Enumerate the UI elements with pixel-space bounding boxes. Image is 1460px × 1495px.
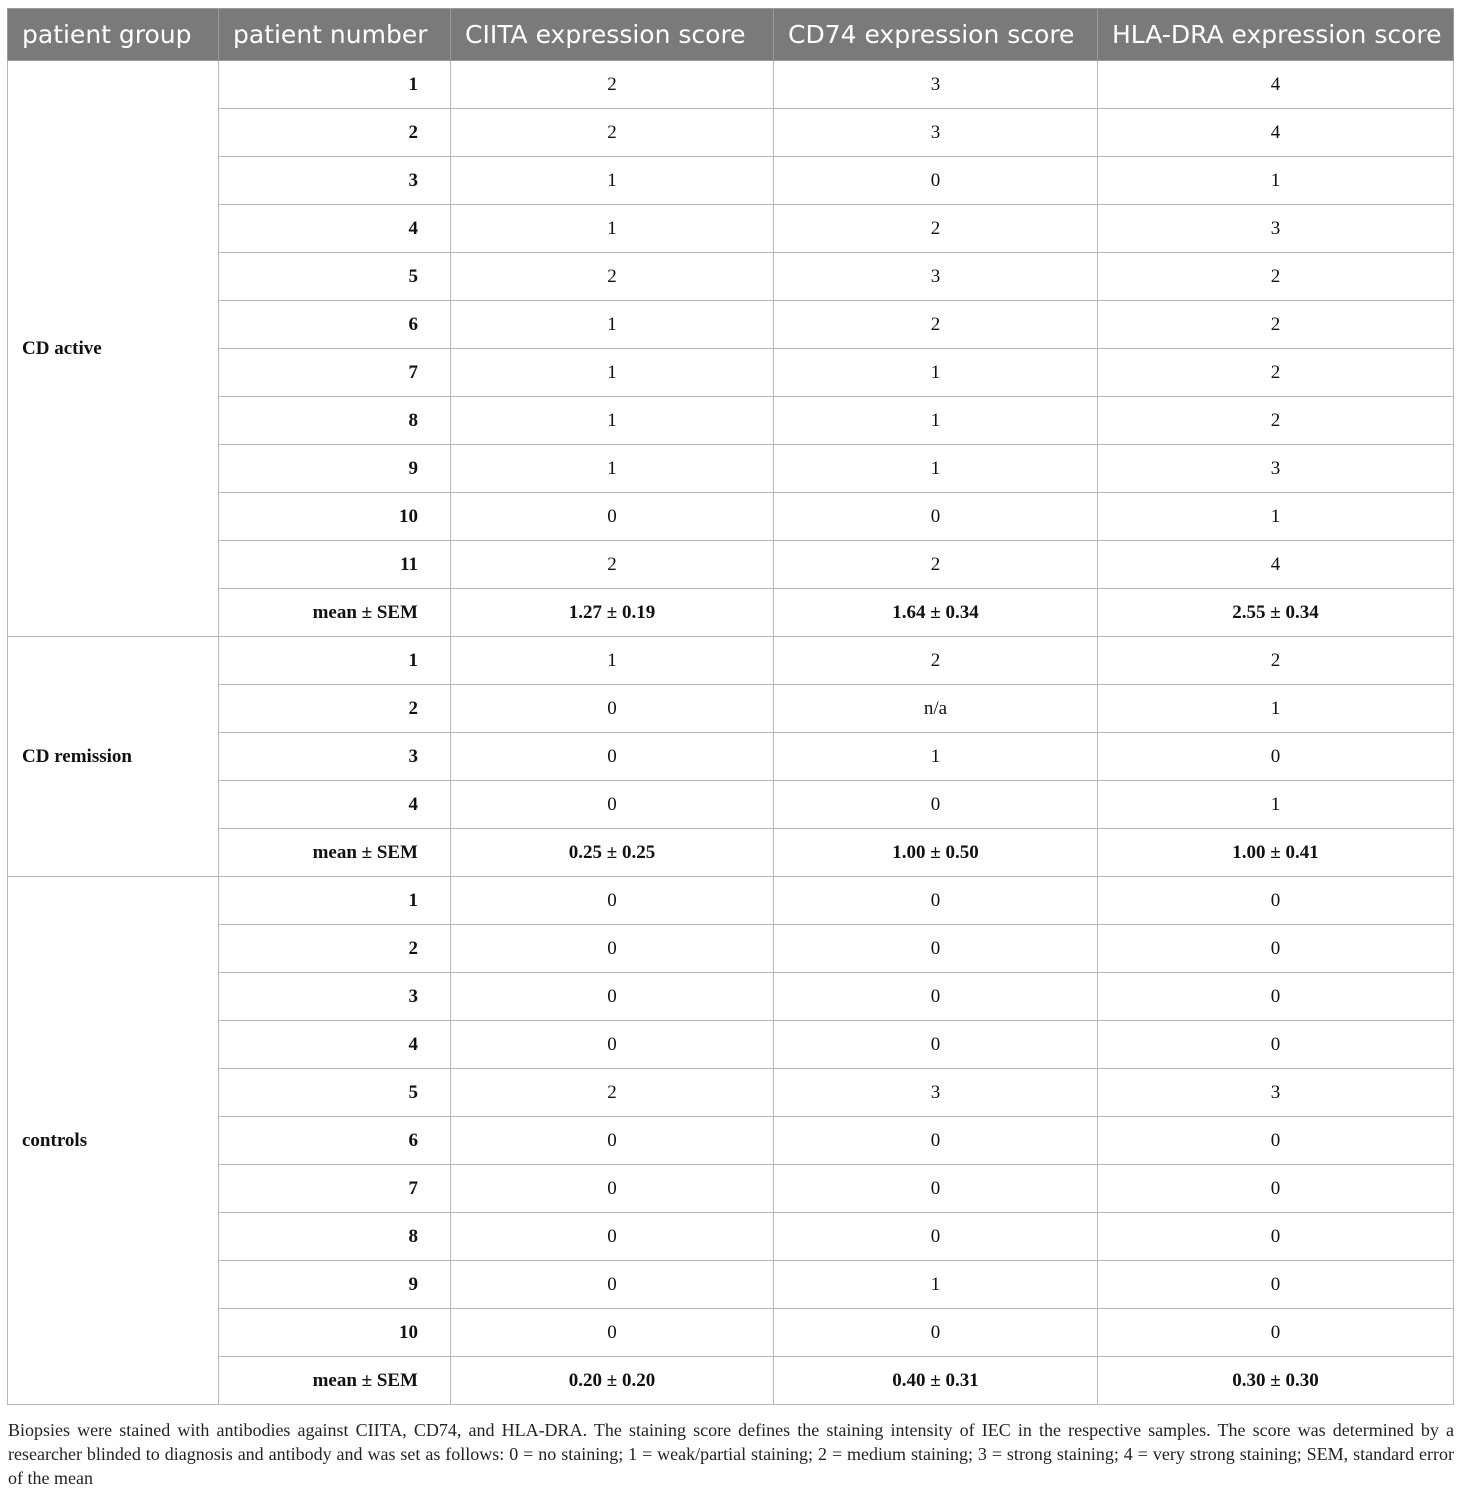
hla-dra-score-cell: 0 bbox=[1098, 925, 1454, 973]
cd74-score-cell: 3 bbox=[774, 109, 1098, 157]
cd74-score-cell: 3 bbox=[774, 61, 1098, 109]
cd74-score-cell: 1.64 ± 0.34 bbox=[774, 589, 1098, 637]
cd74-score-cell: 0 bbox=[774, 973, 1098, 1021]
hla-dra-score-cell: 2 bbox=[1098, 397, 1454, 445]
hla-dra-score-cell: 3 bbox=[1098, 445, 1454, 493]
hla-dra-score-cell: 0 bbox=[1098, 1213, 1454, 1261]
ciita-score-cell: 1 bbox=[451, 205, 774, 253]
ciita-score-cell: 0 bbox=[451, 685, 774, 733]
ciita-score-cell: 2 bbox=[451, 541, 774, 589]
ciita-score-cell: 0 bbox=[451, 1261, 774, 1309]
hla-dra-score-cell: 2 bbox=[1098, 301, 1454, 349]
ciita-score-cell: 2 bbox=[451, 1069, 774, 1117]
ciita-score-cell: 1 bbox=[451, 445, 774, 493]
header-patient-number: patient number bbox=[219, 9, 451, 61]
table-row bbox=[8, 541, 1454, 589]
patient-number-cell: 6 bbox=[219, 301, 451, 349]
cd74-score-cell: 0 bbox=[774, 493, 1098, 541]
patient-number-cell: 1 bbox=[219, 61, 451, 109]
table-row bbox=[8, 205, 1454, 253]
header-cd74-score: CD74 expression score bbox=[774, 9, 1098, 61]
table-row bbox=[8, 157, 1454, 205]
table-row bbox=[8, 685, 1454, 733]
hla-dra-score-cell: 4 bbox=[1098, 541, 1454, 589]
table-row bbox=[8, 1357, 1454, 1405]
ciita-score-cell: 0 bbox=[451, 877, 774, 925]
ciita-score-cell: 0 bbox=[451, 1021, 774, 1069]
table-row bbox=[8, 1117, 1454, 1165]
hla-dra-score-cell: 1 bbox=[1098, 781, 1454, 829]
patient-number-cell: 9 bbox=[219, 1261, 451, 1309]
patient-number-cell: 3 bbox=[219, 157, 451, 205]
table-row bbox=[8, 781, 1454, 829]
hla-dra-score-cell: 0 bbox=[1098, 877, 1454, 925]
ciita-score-cell: 0 bbox=[451, 781, 774, 829]
patient-group-cell: CD active bbox=[8, 61, 219, 637]
hla-dra-score-cell: 2 bbox=[1098, 253, 1454, 301]
cd74-score-cell: 0 bbox=[774, 1021, 1098, 1069]
table-row bbox=[8, 493, 1454, 541]
expression-score-table bbox=[7, 8, 1454, 1405]
table-row bbox=[8, 109, 1454, 157]
ciita-score-cell: 0 bbox=[451, 1165, 774, 1213]
cd74-score-cell: 0 bbox=[774, 877, 1098, 925]
cd74-score-cell: 1 bbox=[774, 397, 1098, 445]
ciita-score-cell: 0.20 ± 0.20 bbox=[451, 1357, 774, 1405]
hla-dra-score-cell: 4 bbox=[1098, 109, 1454, 157]
patient-number-cell: 2 bbox=[219, 925, 451, 973]
cd74-score-cell: 2 bbox=[774, 637, 1098, 685]
hla-dra-score-cell: 1 bbox=[1098, 493, 1454, 541]
table-row bbox=[8, 301, 1454, 349]
table-row bbox=[8, 397, 1454, 445]
ciita-score-cell: 1 bbox=[451, 301, 774, 349]
ciita-score-cell: 0 bbox=[451, 1213, 774, 1261]
cd74-score-cell: 2 bbox=[774, 301, 1098, 349]
hla-dra-score-cell: 0 bbox=[1098, 733, 1454, 781]
hla-dra-score-cell: 0 bbox=[1098, 973, 1454, 1021]
ciita-score-cell: 2 bbox=[451, 253, 774, 301]
ciita-score-cell: 0 bbox=[451, 925, 774, 973]
hla-dra-score-cell: 2.55 ± 0.34 bbox=[1098, 589, 1454, 637]
cd74-score-cell: 1 bbox=[774, 1261, 1098, 1309]
cd74-score-cell: 0 bbox=[774, 157, 1098, 205]
cd74-score-cell: 0 bbox=[774, 1165, 1098, 1213]
table-row bbox=[8, 1309, 1454, 1357]
patient-number-cell: 7 bbox=[219, 349, 451, 397]
cd74-score-cell: 1.00 ± 0.50 bbox=[774, 829, 1098, 877]
patient-number-cell: 6 bbox=[219, 1117, 451, 1165]
ciita-score-cell: 2 bbox=[451, 109, 774, 157]
patient-number-cell: 9 bbox=[219, 445, 451, 493]
patient-number-cell: 5 bbox=[219, 1069, 451, 1117]
patient-number-cell: 5 bbox=[219, 253, 451, 301]
hla-dra-score-cell: 1 bbox=[1098, 157, 1454, 205]
table-row bbox=[8, 61, 1454, 109]
header-patient-group: patient group bbox=[8, 9, 219, 61]
patient-number-cell: 7 bbox=[219, 1165, 451, 1213]
patient-number-cell: 2 bbox=[219, 685, 451, 733]
table-footnote: Biopsies were stained with antibodies against CIITA, CD74, and HLA-DRA. The staining score defines the staining intensity of IEC in the respective samples. The score was determined by a researcher blinded to diagnosis and antibody and was set as follows: 0 = no staining; 1 = weak/partial staining; 2 = medium staining; 3 = strong staining; 4 = very strong staining; SEM, standard error of the mean bbox=[8, 1420, 1454, 1488]
patient-number-cell: 8 bbox=[219, 1213, 451, 1261]
hla-dra-score-cell: 0 bbox=[1098, 1261, 1454, 1309]
patient-number-cell: 2 bbox=[219, 109, 451, 157]
cd74-score-cell: 0 bbox=[774, 781, 1098, 829]
table-row bbox=[8, 1213, 1454, 1261]
hla-dra-score-cell: 0 bbox=[1098, 1117, 1454, 1165]
table-body bbox=[8, 61, 1454, 1405]
patient-number-cell: mean ± SEM bbox=[219, 589, 451, 637]
hla-dra-score-cell: 1.00 ± 0.41 bbox=[1098, 829, 1454, 877]
patient-group-cell: controls bbox=[8, 877, 219, 1405]
hla-dra-score-cell: 0.30 ± 0.30 bbox=[1098, 1357, 1454, 1405]
patient-number-cell: 8 bbox=[219, 397, 451, 445]
patient-number-cell: 3 bbox=[219, 973, 451, 1021]
cd74-score-cell: 1 bbox=[774, 445, 1098, 493]
ciita-score-cell: 1 bbox=[451, 157, 774, 205]
cd74-score-cell: 1 bbox=[774, 733, 1098, 781]
cd74-score-cell: 3 bbox=[774, 1069, 1098, 1117]
patient-number-cell: mean ± SEM bbox=[219, 1357, 451, 1405]
patient-number-cell: 10 bbox=[219, 493, 451, 541]
cd74-score-cell: n/a bbox=[774, 685, 1098, 733]
cd74-score-cell: 2 bbox=[774, 541, 1098, 589]
table-row bbox=[8, 1165, 1454, 1213]
patient-number-cell: 11 bbox=[219, 541, 451, 589]
cd74-score-cell: 0 bbox=[774, 925, 1098, 973]
cd74-score-cell: 0 bbox=[774, 1309, 1098, 1357]
patient-number-cell: 3 bbox=[219, 733, 451, 781]
table-row bbox=[8, 1021, 1454, 1069]
patient-number-cell: 4 bbox=[219, 205, 451, 253]
ciita-score-cell: 1 bbox=[451, 349, 774, 397]
ciita-score-cell: 0 bbox=[451, 493, 774, 541]
table-row bbox=[8, 253, 1454, 301]
table-row bbox=[8, 349, 1454, 397]
cd74-score-cell: 3 bbox=[774, 253, 1098, 301]
cd74-score-cell: 0.40 ± 0.31 bbox=[774, 1357, 1098, 1405]
table-row bbox=[8, 1069, 1454, 1117]
patient-number-cell: 1 bbox=[219, 637, 451, 685]
hla-dra-score-cell: 2 bbox=[1098, 637, 1454, 685]
table-row bbox=[8, 445, 1454, 493]
table-row bbox=[8, 925, 1454, 973]
ciita-score-cell: 2 bbox=[451, 61, 774, 109]
cd74-score-cell: 0 bbox=[774, 1213, 1098, 1261]
patient-number-cell: 4 bbox=[219, 781, 451, 829]
table-row bbox=[8, 589, 1454, 637]
cd74-score-cell: 0 bbox=[774, 1117, 1098, 1165]
hla-dra-score-cell: 4 bbox=[1098, 61, 1454, 109]
table-row bbox=[8, 829, 1454, 877]
hla-dra-score-cell: 0 bbox=[1098, 1021, 1454, 1069]
table-row bbox=[8, 877, 1454, 925]
hla-dra-score-cell: 3 bbox=[1098, 205, 1454, 253]
ciita-score-cell: 1 bbox=[451, 397, 774, 445]
hla-dra-score-cell: 3 bbox=[1098, 1069, 1454, 1117]
table-row bbox=[8, 1261, 1454, 1309]
ciita-score-cell: 0 bbox=[451, 973, 774, 1021]
patient-number-cell: 10 bbox=[219, 1309, 451, 1357]
hla-dra-score-cell: 1 bbox=[1098, 685, 1454, 733]
patient-number-cell: mean ± SEM bbox=[219, 829, 451, 877]
header-row bbox=[8, 9, 1454, 61]
header-hla-dra-score: HLA-DRA expression score bbox=[1098, 9, 1454, 61]
hla-dra-score-cell: 0 bbox=[1098, 1309, 1454, 1357]
cd74-score-cell: 1 bbox=[774, 349, 1098, 397]
ciita-score-cell: 0 bbox=[451, 733, 774, 781]
ciita-score-cell: 0 bbox=[451, 1309, 774, 1357]
hla-dra-score-cell: 2 bbox=[1098, 349, 1454, 397]
table-row bbox=[8, 733, 1454, 781]
ciita-score-cell: 1 bbox=[451, 637, 774, 685]
patient-number-cell: 4 bbox=[219, 1021, 451, 1069]
ciita-score-cell: 0 bbox=[451, 1117, 774, 1165]
header-ciita-score: CIITA expression score bbox=[451, 9, 774, 61]
table-row bbox=[8, 637, 1454, 685]
patient-number-cell: 1 bbox=[219, 877, 451, 925]
cd74-score-cell: 2 bbox=[774, 205, 1098, 253]
hla-dra-score-cell: 0 bbox=[1098, 1165, 1454, 1213]
ciita-score-cell: 0.25 ± 0.25 bbox=[451, 829, 774, 877]
patient-group-cell: CD remission bbox=[8, 637, 219, 877]
table-row bbox=[8, 973, 1454, 1021]
ciita-score-cell: 1.27 ± 0.19 bbox=[451, 589, 774, 637]
